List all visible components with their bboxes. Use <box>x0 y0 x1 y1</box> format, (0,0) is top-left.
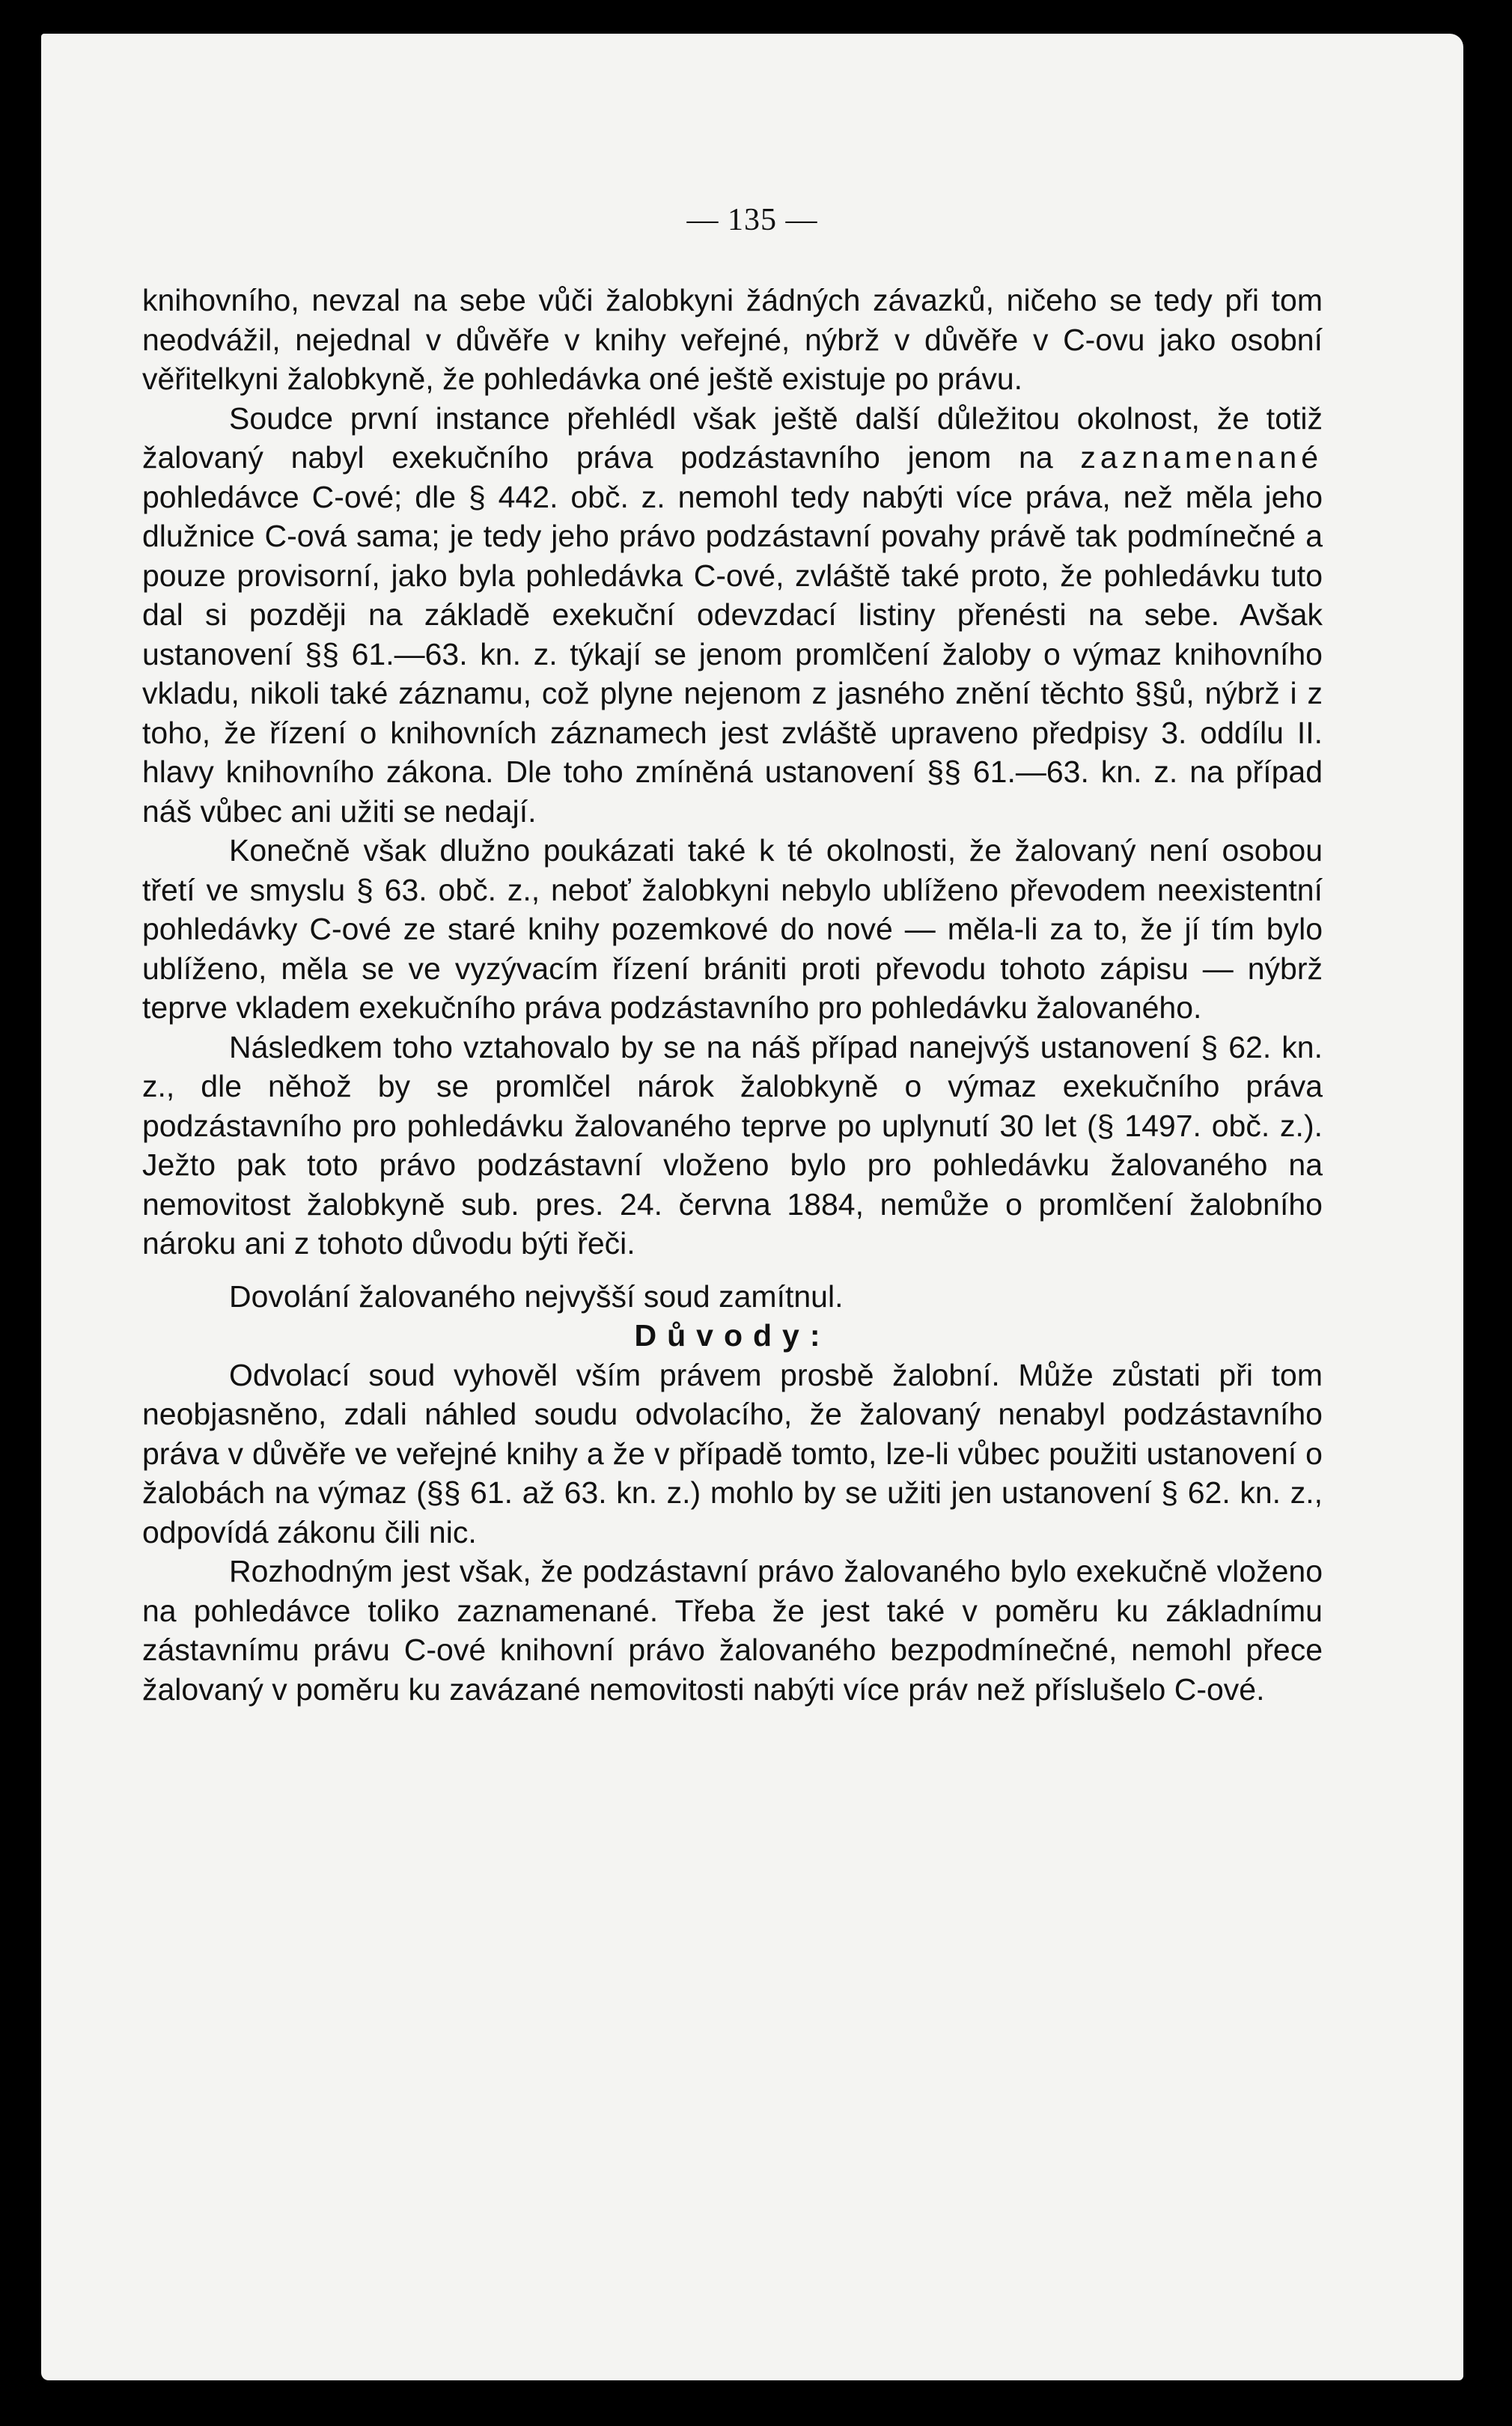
emphasis-zaznamenane: zaznamenané <box>1080 440 1323 475</box>
paragraph-1: knihovního, nevzal na sebe vůči žalobkyni žádných závazků, ničeho se tedy při tom neodvážil, nejednal v důvěře v knihy veřejné, nýbrž v důvěře v C-ovu jako osobní věřitelkyni žalobkyně, že pohledávka oné ještě existuje po právu. <box>142 283 1323 396</box>
book-page <box>41 34 1463 2380</box>
paragraph-2 <box>142 399 1323 832</box>
paragraph-4: Následkem toho vztahovalo by se na náš případ nanejvýš ustanovení § 62. kn. z., dle něhož by se promlčel nárok žalobkyně o výmaz exekučního práva podzástavního pro pohledávku žalovaného teprve po uplynutí 30 let (§ 1497. obč. z.). Ježto pak toto právo podzástavní vloženo bylo pro pohledávku žalovaného na nemovitost žalobkyně sub. pres. 24. června 1884, nemůže o promlčení žalobního nároku ani z tohoto důvodu býti řeči. <box>142 1029 1323 1261</box>
paragraph-2-start: Soudce první instance přehlédl však ještě další důležitou okolnost, že totiž žalovaný nabyl exekučního práva podzástavního jenom na <box>142 400 1323 475</box>
paragraph-7: Rozhodným jest však, že podzástavní právo žalovaného bylo exekučně vloženo na pohledávce toliko zaznamenané. Třeba že jest také v poměru ku základnímu zástavnímu právu C-ové knihovní právo žalovaného bezpodmínečné, nemohl přece žalovaný v poměru ku zavázané nemovitosti nabýti více práv než příslušelo C-ové. <box>142 1554 1323 1707</box>
section-heading: Důvody: <box>634 1318 831 1353</box>
page-text <box>142 281 1323 1709</box>
paragraph-2-rest: pohledávce C-ové; dle § 442. obč. z. nemohl tedy nabýti více práva, než měla jeho dlužnice C-ová sama; je tedy jeho právo podzástavní povahy právě tak podmínečné a pouze provisorní, jako byla pohledávka C-ové, zvláště také proto, že pohledávku tuto dal si později na základě exekuční odevzdací listiny přenésti na sebe. Avšak ustanovení §§ 61.—63. kn. z. týkají se jenom promlčení žaloby o výmaz knihovního vkladu, nikoli také záznamu, což plyne nejenom z jasného znění těchto §§ů, nýbrž i z toho, že řízení o knihovních záznamech jest zvláště upraveno předpisy 3. oddílu II. hlavy knihovního zákona. Dle toho zmíněná ustanovení §§ 61.—63. kn. z. na případ náš vůbec ani užiti se nedají. <box>142 479 1323 829</box>
paragraph-6: Odvolací soud vyhověl vším právem prosbě žalobní. Může zůstati při tom neobjasněno, zdali náhled soudu odvolacího, že žalovaný nenabyl podzástavního práva v důvěře ve veřejné knihy a že v případě tomto, lze-li vůbec použiti ustanovení o žalobách na výmaz (§§ 61. až 63. kn. z.) mohlo by se užiti jen ustanovení § 62. kn. z., odpovídá zákonu čili nic. <box>142 1357 1323 1549</box>
paragraph-verdict: Dovolání žalovaného nejvyšší soud zamítnul. <box>229 1278 844 1314</box>
page-number: — 135 — <box>686 203 818 237</box>
paragraph-3: Konečně však dlužno poukázati také k té okolnosti, že žalovaný není osobou třetí ve smyslu § 63. obč. z., neboť žalobkyni nebylo ublíženo převodem neexistentní pohledávky C-ové ze staré knihy pozemkové do nové — měla-li za to, že jí tím bylo ublíženo, měla se ve vyzývacím řízení brániti proti převodu tohoto zápisu — nýbrž teprve vkladem exekučního práva podzástavního pro pohledávku žalovaného. <box>142 833 1323 1025</box>
